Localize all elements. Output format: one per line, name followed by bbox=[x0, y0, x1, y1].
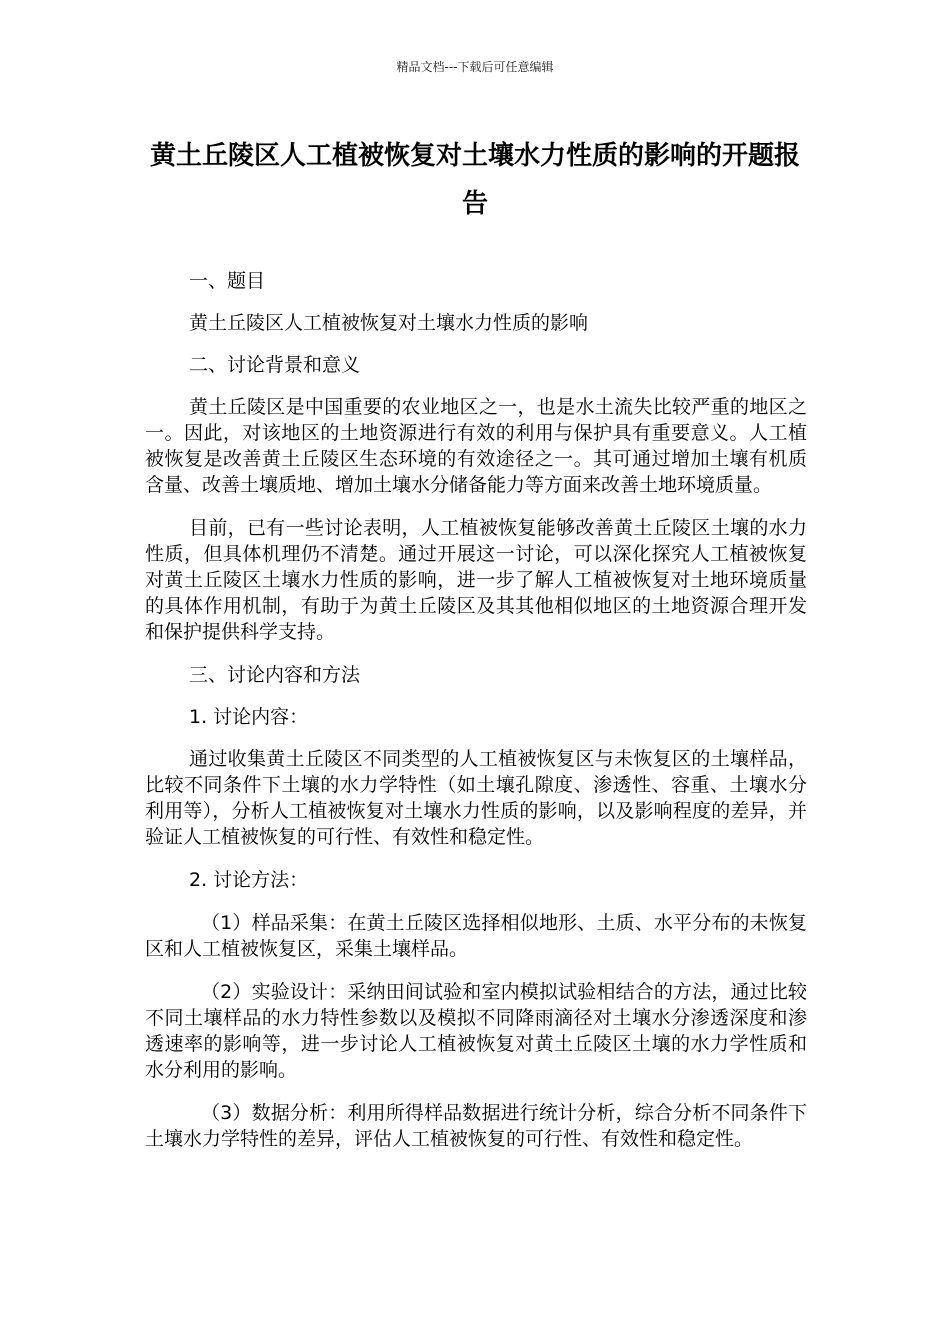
section-heading-content-methods: 三、讨论内容和方法 bbox=[189, 664, 361, 686]
page-header: 精品文档---下载后可任意编辑 bbox=[396, 60, 554, 74]
background-paragraph-1: 黄土丘陵区是中国重要的农业地区之一，也是水土流失比较严重的地区之一。因此，对该地区的土地资源进行有效的利用与保护具有重要意义。人工植被恢复是改善黄土丘陵区生态环境的有效途径之一。其可通过增加土壤有机质含量、改善土壤质地、增加土壤水分储备能力等方面来改善土地环境质量。 bbox=[145, 396, 807, 496]
subsection-heading-content: 1. 讨论内容： bbox=[189, 706, 309, 728]
section-heading-background: 二、讨论背景和意义 bbox=[189, 354, 361, 376]
background-paragraph-2: 目前，已有一些讨论表明，人工植被恢复能够改善黄土丘陵区土壤的水力性质，但具体机理仍不清楚。通过开展这一讨论，可以深化探究人工植被恢复对黄土丘陵区土壤水力性质的影响，进一步了解人工植被恢复对土地环境质量的具体作用机制，有助于为黄土丘陵区及其其他相似地区的土地资源合理开发和保护提供科学支持。 bbox=[145, 517, 807, 643]
document-body bbox=[145, 268, 807, 1152]
method-data-analysis: （3）数据分析：利用所得样品数据进行统计分析，综合分析不同条件下土壤水力学特性的差异，评估人工植被恢复的可行性、有效性和稳定性。 bbox=[145, 1102, 807, 1150]
subsection-heading-methods: 2. 讨论方法： bbox=[189, 869, 309, 891]
content-paragraph: 通过收集黄土丘陵区不同类型的人工植被恢复区与未恢复区的土壤样品，比较不同条件下土壤的水力学特性（如土壤孔隙度、渗透性、容重、土壤水分利用等），分析人工植被恢复对土壤水力性质的影响，以及影响程度的差异，并验证人工植被恢复的可行性、有效性和稳定性。 bbox=[145, 748, 807, 848]
method-sampling: （1）样品采集：在黄土丘陵区选择相似地形、土质、水平分布的未恢复区和人工植被恢复区，采集土壤样品。 bbox=[145, 912, 807, 960]
document-title: 黄土丘陵区人工植被恢复对土壤水力性质的影响的开题报告 bbox=[149, 141, 800, 219]
method-experiment-design: （2）实验设计：采纳田间试验和室内模拟试验相结合的方法，通过比较不同土壤样品的水力特性参数以及模拟不同降雨滴径对土壤水分渗透深度和渗透速率的影响等，进一步讨论人工植被恢复对黄土丘陵区土壤的水力学性质和水分利用的影响。 bbox=[145, 981, 807, 1081]
section-heading-topic: 一、题目 bbox=[189, 270, 266, 292]
topic-text: 黄土丘陵区人工植被恢复对土壤水力性质的影响 bbox=[189, 312, 589, 334]
